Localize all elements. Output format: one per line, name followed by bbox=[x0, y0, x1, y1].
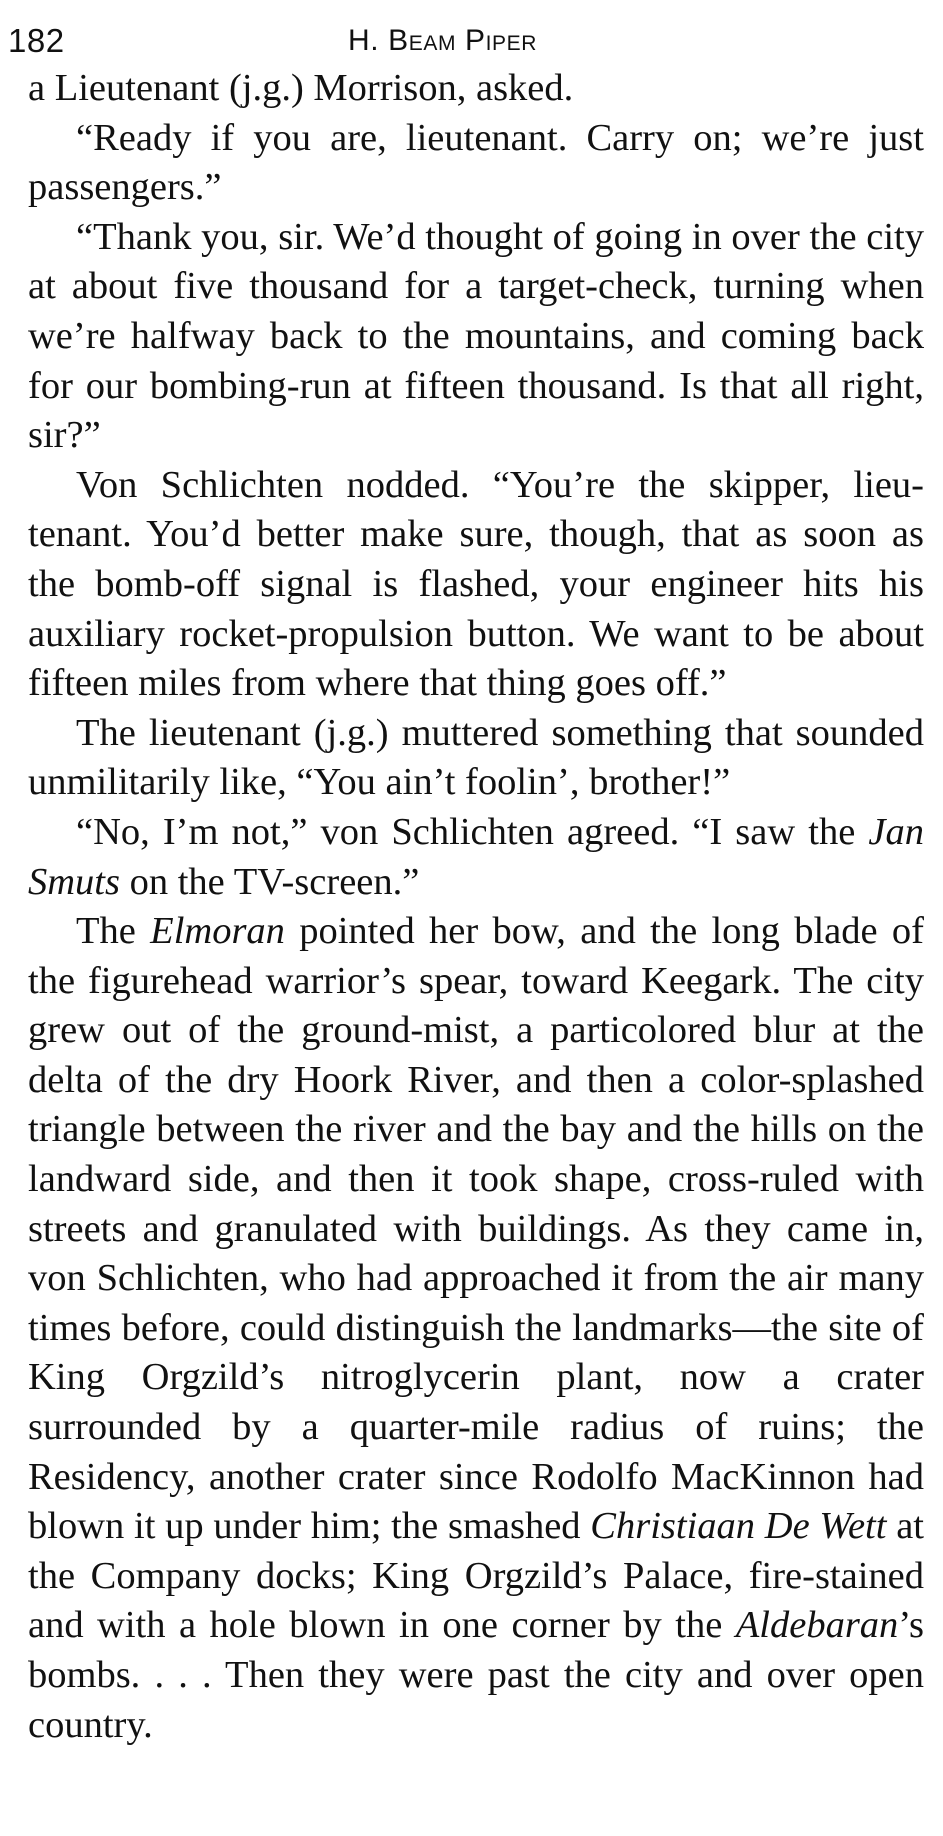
paragraph bbox=[28, 808, 924, 907]
paragraph bbox=[28, 213, 924, 461]
paragraph bbox=[28, 114, 924, 213]
italic-title: Aldebaran bbox=[735, 1604, 899, 1647]
text-run: pointed her bow, and the long blade of the figurehead warrior’s spear, toward Keegark. The city grew out of the ground-mist, a particolored blur at the delta of the dry Hoork River, and then a color-splashed triangle between the river and the bay and the hills on the landward side, and then it took shape, cross-ruled with streets and granulated with buildings. As they came in, von Schlichten, who had approached it from the air many times before, could distinguish the landmarks—the site of King Orgzild’s nitroglycerin plant, now a crater surrounded by a quarter-mile radius of ruins; the Residency, another crater since Rodolfo MacKinnon had blown it up under him; the smashed bbox=[28, 910, 924, 1548]
text-run: Von Schlichten nodded. “You’re the skipper, lieutenant. You’d better make sure, though, that as soon as the bomb-off signal is flashed, your engineer hits his auxiliary rocket-propulsion button. We want to be about fifteen miles from where that thing goes off.” bbox=[28, 463, 924, 705]
italic-title: Christiaan De Wett bbox=[590, 1505, 887, 1548]
text-run: “No, I’m not,” von Schlichten agreed. “I saw the bbox=[76, 810, 869, 853]
text-run: The bbox=[76, 910, 151, 953]
paragraph bbox=[28, 64, 924, 114]
text-run: on the TV-screen.” bbox=[119, 860, 420, 903]
paragraph bbox=[28, 709, 924, 808]
paragraph bbox=[28, 907, 924, 1750]
text-run: “Thank you, sir. We’d thought of going in over the city at about five thousand for a target-check, turning when we’re halfway back to the mountains, and coming back for our bombing-run at fifteen thousand. Is that all right, sir?” bbox=[28, 215, 924, 457]
text-run: “Ready if you are, lieutenant. Carry on; we’re just passengers.” bbox=[28, 116, 924, 209]
page-number: 182 bbox=[8, 22, 65, 59]
text-run: a Lieutenant (j.g.) Morrison, asked. bbox=[28, 67, 574, 109]
running-head: H. Beam Piper bbox=[348, 24, 538, 57]
text-run: ’s bombs. . . . Then they were past the city and over open country. bbox=[28, 1604, 924, 1746]
text-run: at the Company docks; King Orgzild’s Palace, fire-stained and with a hole blown in one corner by the bbox=[28, 1505, 924, 1647]
text-run: The lieutenant (j.g.) muttered something that sounded unmilitarily like, “You ain’t foolin’, brother!” bbox=[28, 711, 924, 804]
page-header bbox=[8, 18, 924, 62]
italic-title: Elmoran bbox=[150, 910, 285, 953]
body-text bbox=[28, 64, 924, 1750]
italic-title: Jan Smuts bbox=[28, 810, 924, 903]
book-page bbox=[8, 18, 924, 1750]
paragraph bbox=[28, 461, 924, 709]
